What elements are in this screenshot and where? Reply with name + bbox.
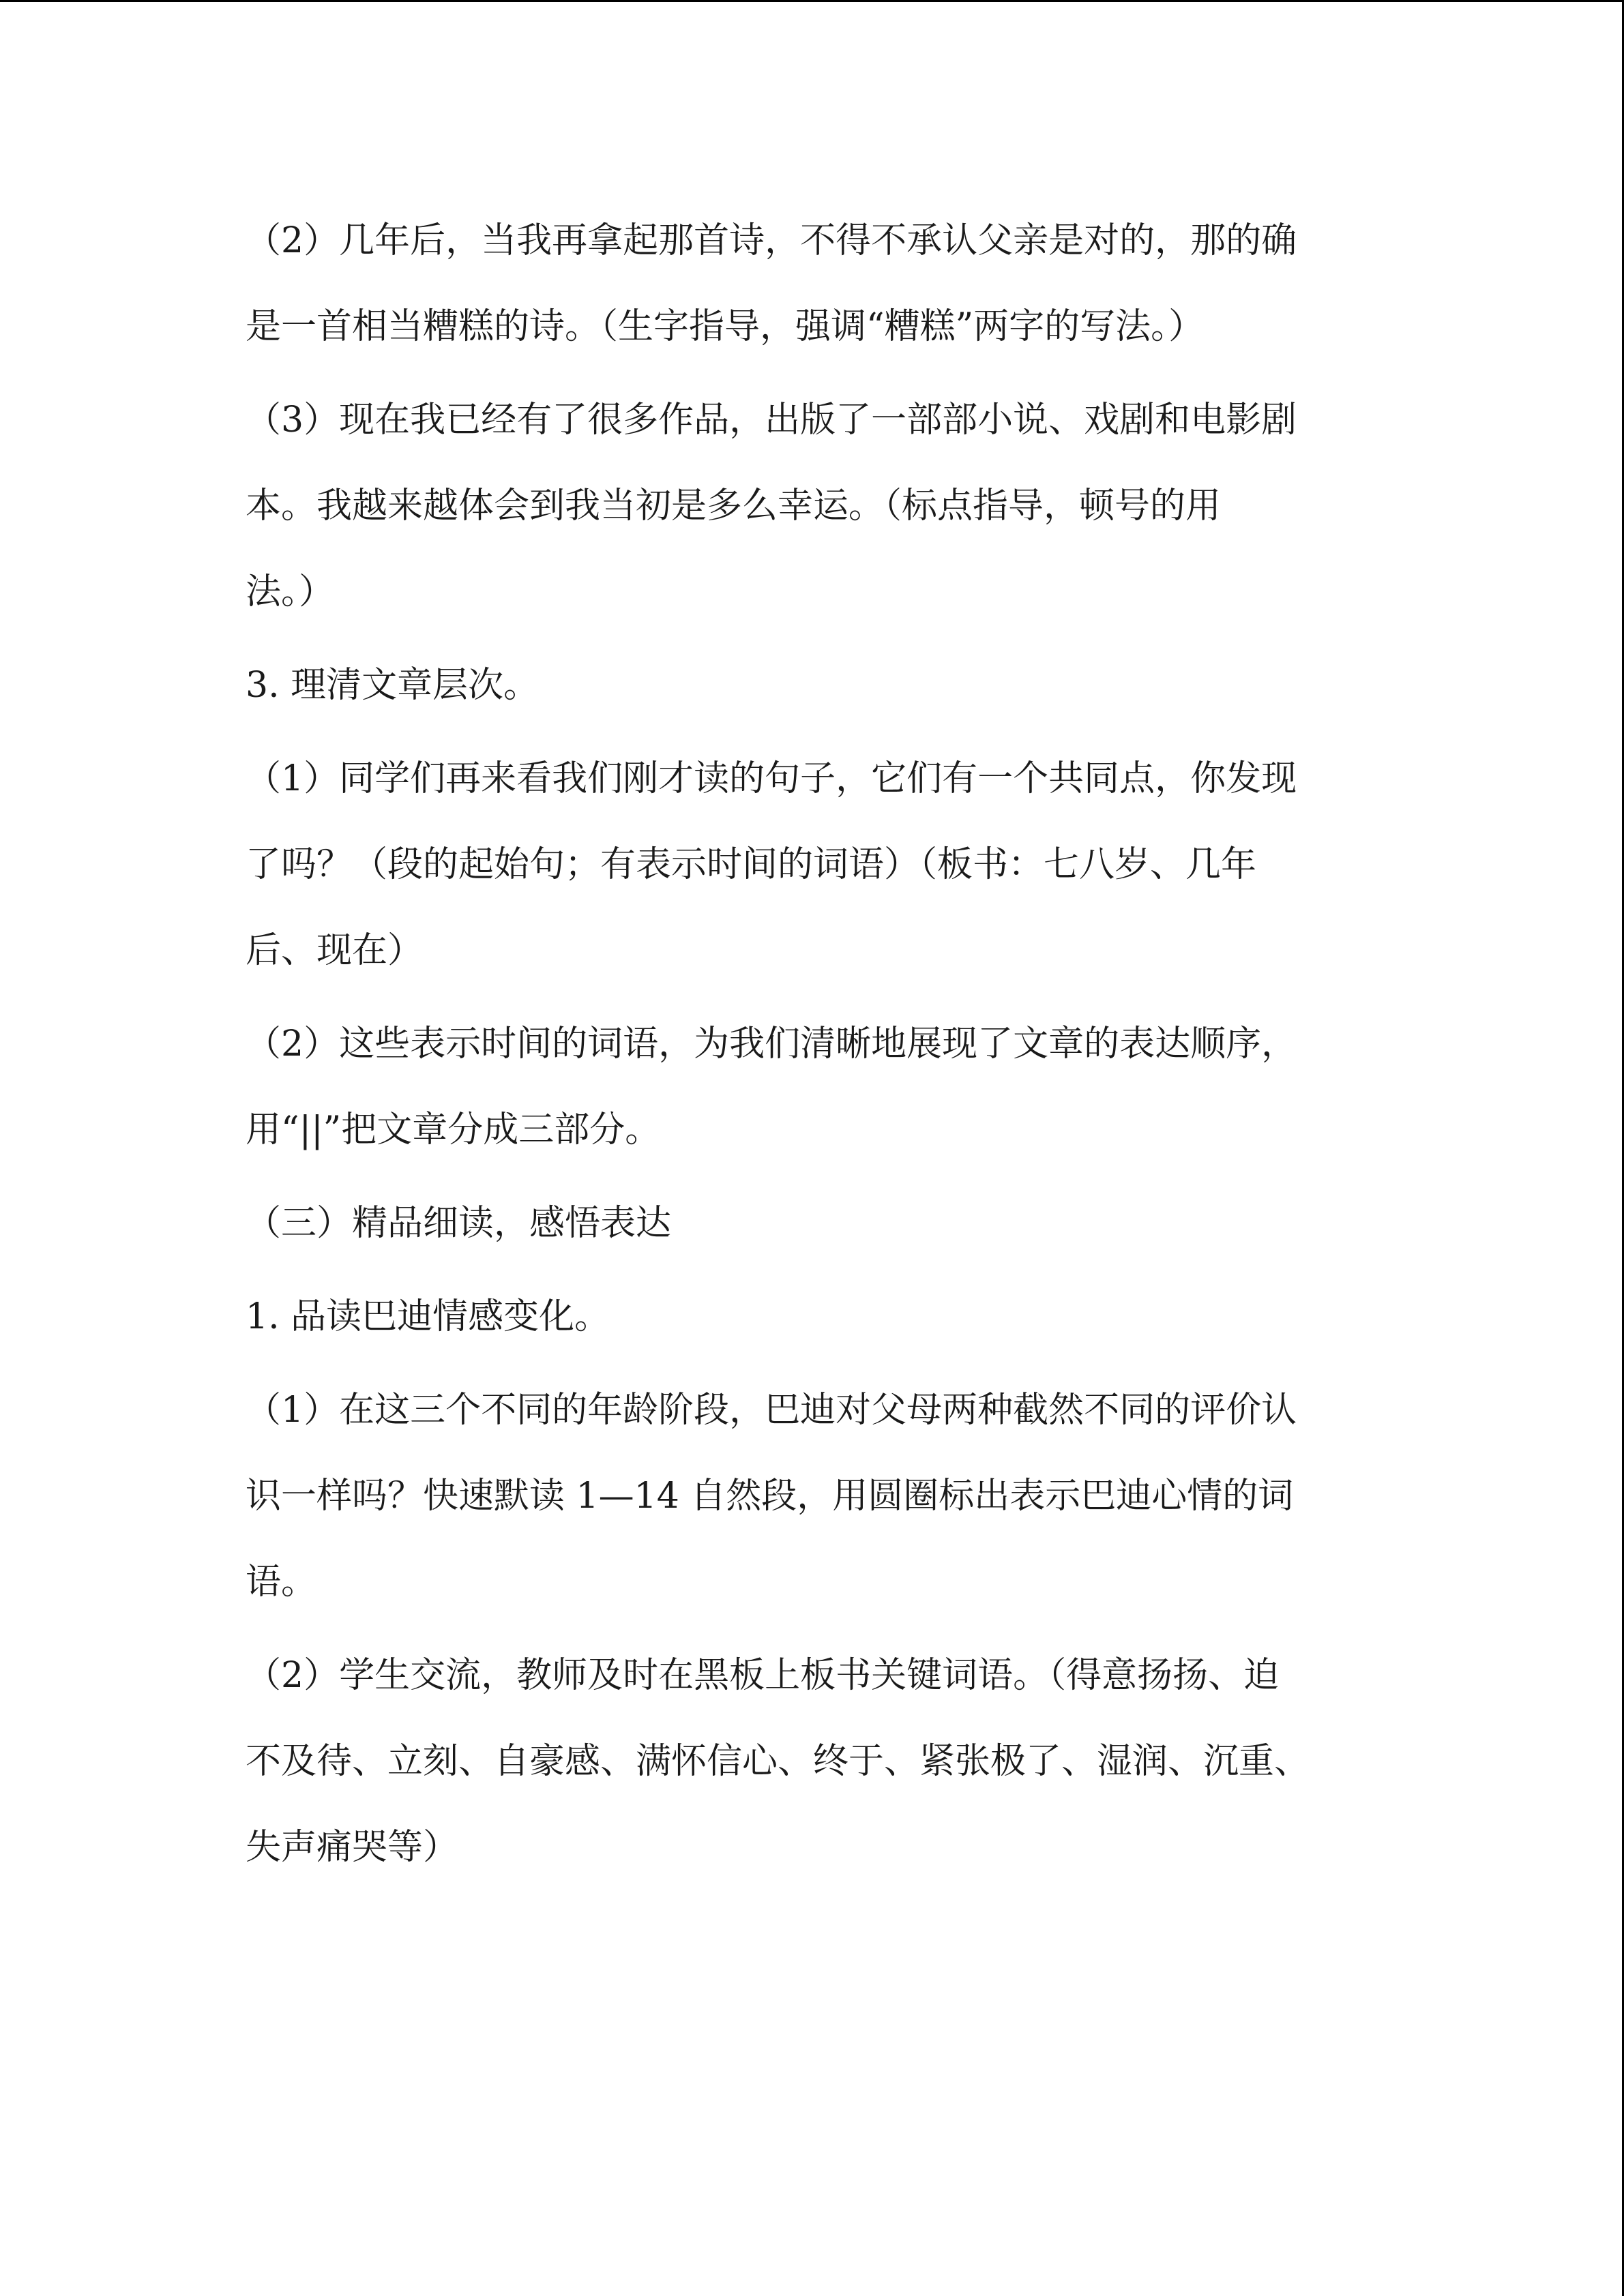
section-heading: 3. 理清文章层次。 [246,665,540,706]
text-line: （2）这些表示时间的词语，为我们清晰地展现了文章的表达顺序， [246,1024,1297,1064]
text-line: 是一首相当糟糕的诗。（生字指导，强调“糟糕”两字的写法。） [246,306,1205,347]
text-line: 了吗？（段的起始句；有表示时间的词语）（板书：七八岁、几年 [246,844,1257,885]
text-line: 不及待、立刻、自豪感、满怀信心、终于、紧张极了、湿润、沉重、 [246,1741,1310,1782]
text-line: 语。 [246,1562,317,1602]
text-line: 法。） [246,571,335,612]
text-line: （2）学生交流，教师及时在黑板上板书关键词语。（得意扬扬、迫 [246,1655,1280,1696]
text-line: 后、现在） [246,930,424,971]
text-line: （1）在这三个不同的年龄阶段，巴迪对父母两种截然不同的评价认 [246,1390,1297,1431]
text-line: 用“||”把文章分成三部分。 [246,1109,661,1150]
section-heading: 1. 品读巴迪情感变化。 [246,1296,610,1337]
text-line: （3）现在我已经有了很多作品，出版了一部部小说、戏剧和电影剧 [246,400,1297,441]
section-heading: （三）精品细读，感悟表达 [246,1203,672,1244]
text-line: 失声痛哭等） [246,1827,459,1868]
text-line: 本。我越来越体会到我当初是多么幸运。（标点指导，顿号的用 [246,486,1222,526]
text-line: （1）同学们再来看我们刚才读的句子，它们有一个共同点，你发现 [246,758,1297,799]
text-line: 识一样吗？快速默读 1—14 自然段，用圆圈标出表示巴迪心情的词 [246,1476,1294,1517]
text-line: （2）几年后，当我再拿起那首诗，不得不承认父亲是对的，那的确 [246,220,1297,261]
